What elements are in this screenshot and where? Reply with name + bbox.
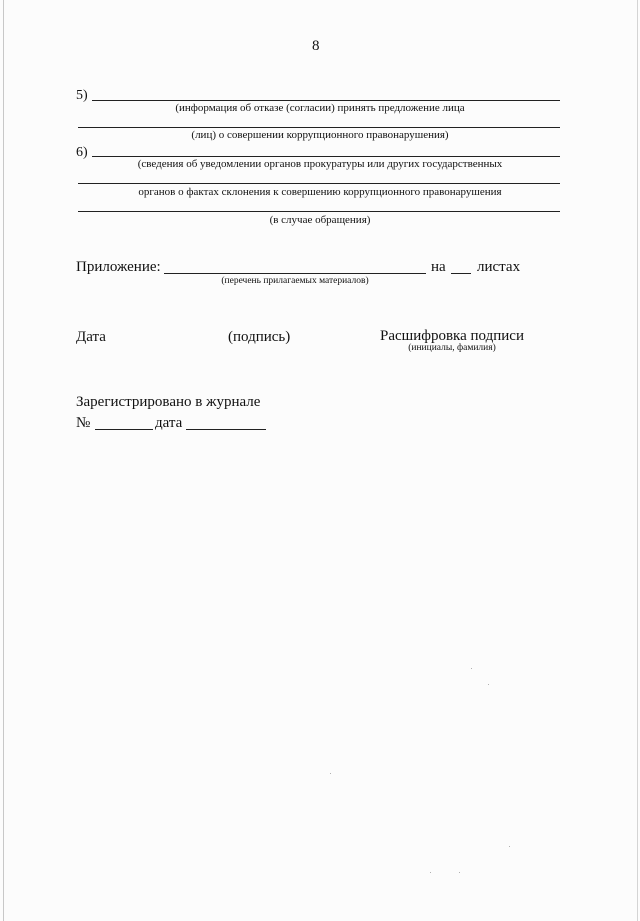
signature-decryption-caption: (инициалы, фамилия) xyxy=(408,343,496,353)
item-6-caption-1: (сведения об уведомлении органов прокуратуры или других государственных xyxy=(137,158,503,170)
scan-speck xyxy=(509,846,510,847)
registration-number-sign: № xyxy=(76,415,91,431)
attachment-sheets-count-line[interactable] xyxy=(451,273,471,274)
scan-speck xyxy=(330,773,331,774)
date-label: Дата xyxy=(76,329,106,345)
registration-date-label: дата xyxy=(155,415,183,431)
scan-speck xyxy=(459,872,460,873)
item-6-line-2[interactable] xyxy=(78,183,560,184)
registration-date-line[interactable] xyxy=(186,429,266,430)
scan-speck xyxy=(471,668,472,669)
page-number: 8 xyxy=(312,38,320,54)
item-5-line-1[interactable] xyxy=(92,100,560,101)
item-5-line-2[interactable] xyxy=(78,127,560,128)
item-6-caption-3: (в случае обращения) xyxy=(269,214,371,226)
item-5-caption-2: (лиц) о совершении коррупционного правонарушения) xyxy=(191,129,449,141)
signature-label: (подпись) xyxy=(228,329,291,345)
signature-decryption-label: Расшифровка подписи xyxy=(380,328,524,344)
registration-title: Зарегистрировано в журнале xyxy=(76,394,261,410)
attachment-label: Приложение: xyxy=(76,259,161,275)
item-5-number: 5) xyxy=(76,88,88,103)
item-6-caption-2: органов о фактах склонения к совершению коррупционного правонарушения xyxy=(138,186,502,198)
attachment-on-label: на xyxy=(431,259,446,275)
scan-edge-right xyxy=(637,0,638,921)
item-6-line-3[interactable] xyxy=(78,211,560,212)
attachment-materials-line[interactable] xyxy=(164,273,426,274)
item-5-caption-1: (информация об отказе (согласии) принять предложение лица xyxy=(175,102,465,114)
scan-speck xyxy=(430,872,431,873)
registration-number-line[interactable] xyxy=(95,429,153,430)
item-6-number: 6) xyxy=(76,145,88,160)
attachment-caption: (перечень прилагаемых материалов) xyxy=(221,276,369,286)
scan-speck xyxy=(488,684,489,685)
item-6-line-1[interactable] xyxy=(92,156,560,157)
attachment-sheets-label: листах xyxy=(477,259,521,275)
scan-edge-left xyxy=(3,0,4,921)
